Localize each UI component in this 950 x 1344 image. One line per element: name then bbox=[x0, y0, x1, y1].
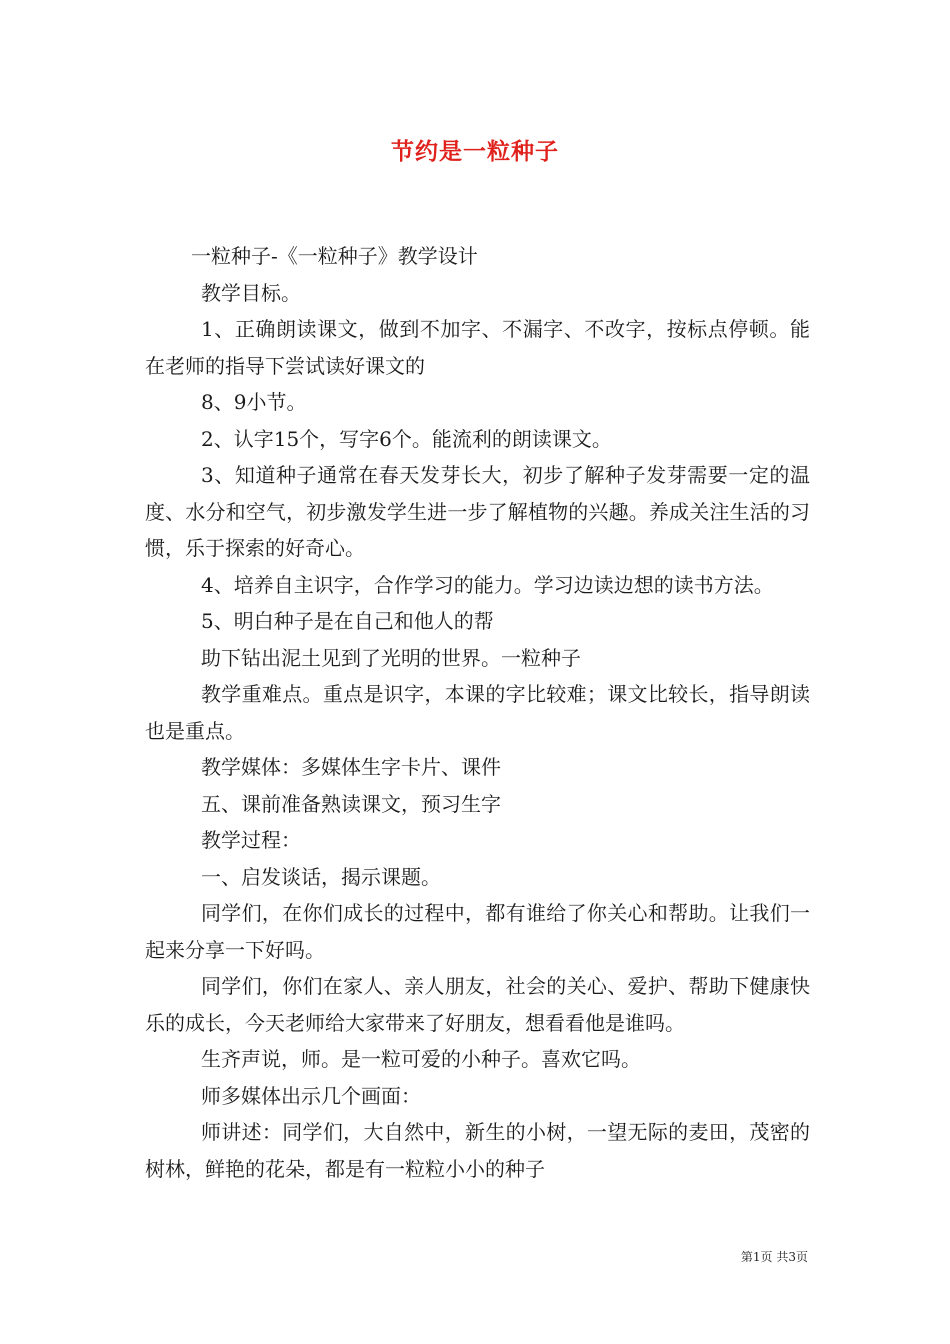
page-number-footer: 第1页 共3页 bbox=[740, 1250, 808, 1264]
paragraph: 教学目标。 bbox=[201, 280, 301, 305]
paragraph: 五、课前准备熟读课文，预习生字 bbox=[201, 791, 501, 816]
paragraph: 一粒种子-《一粒种子》教学设计 bbox=[191, 244, 478, 268]
paragraph: 5、明白种子是在自己和他人的帮 bbox=[201, 609, 494, 633]
paragraph: 师讲述：同学们，大自然中，新生的小树，一望无际的麦田，茂密的树林，鲜艳的花朵，都是有一粒粒小小的种子 bbox=[145, 1120, 810, 1181]
paragraph: 同学们，你们在家人、亲人朋友，社会的关心、爱护、帮助下健康快乐的成长，今天老师给大家带来了好朋友，想看看他是谁吗。 bbox=[145, 974, 810, 1035]
document-title: 节约是一粒种子 bbox=[391, 138, 559, 165]
paragraph: 3、知道种子通常在春天发芽长大，初步了解种子发芽需要一定的温度、水分和空气，初步激发学生进一步了解植物的兴趣。养成关注生活的习惯，乐于探索的好奇心。 bbox=[145, 463, 810, 560]
paragraph: 8、9小节。 bbox=[201, 390, 307, 414]
paragraph: 一、启发谈话，揭示课题。 bbox=[201, 864, 441, 889]
paragraph: 教学重难点。重点是识字，本课的字比较难；课文比较长，指导朗读也是重点。 bbox=[145, 682, 810, 743]
paragraph: 同学们，在你们成长的过程中，都有谁给了你关心和帮助。让我们一起来分享一下好吗。 bbox=[145, 901, 810, 962]
paragraph: 2、认字15个，写字6个。能流利的朗读课文。 bbox=[201, 426, 612, 451]
paragraph: 4、培养自主识字，合作学习的能力。学习边读边想的读书方法。 bbox=[201, 572, 774, 597]
paragraph: 生齐声说，师。是一粒可爱的小种子。喜欢它吗。 bbox=[201, 1047, 641, 1071]
paragraph: 师多媒体出示几个画面： bbox=[201, 1083, 421, 1108]
paragraph: 助下钻出泥土见到了光明的世界。一粒种子 bbox=[201, 645, 581, 670]
paragraph: 1、正确朗读课文，做到不加字、不漏字、不改字，按标点停顿。能在老师的指导下尝试读好课文的 bbox=[145, 317, 810, 378]
document-body bbox=[145, 238, 810, 1187]
paragraph: 教学过程： bbox=[201, 828, 301, 852]
paragraph: 教学媒体：多媒体生字卡片、课件 bbox=[201, 755, 501, 779]
